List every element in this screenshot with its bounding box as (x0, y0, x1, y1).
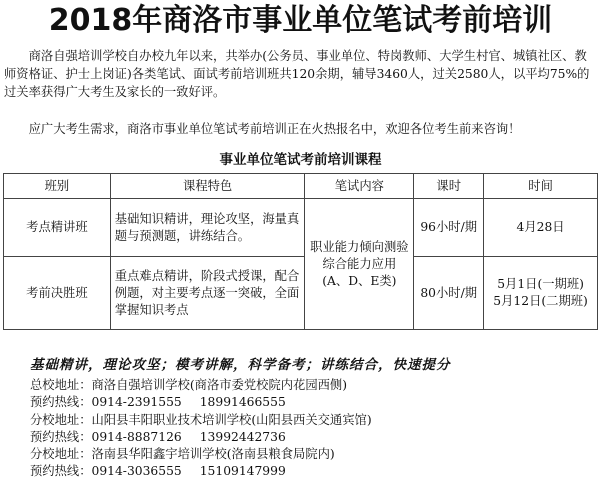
hotline-phone: 0914-3036555 (91, 464, 182, 479)
slogan: 基础精讲，理论攻坚；模考讲解，科学备考；讲练结合，快速提分 (30, 357, 451, 373)
contact-address: 分校地址：山阳县丰阳职业技术培训学校(山阳县西关交通宾馆) (30, 412, 372, 427)
hotline-mobile: 15109147999 (199, 464, 286, 479)
hotline-mobile: 18991466555 (199, 395, 286, 410)
header-class: 班别 (4, 174, 111, 199)
class-time-line: 4月28日 (516, 220, 565, 234)
class-time (484, 257, 598, 330)
hotline-phone: 0914-2391555 (91, 395, 182, 410)
intro-paragraph: 商洛自强培训学校自办校九年以来，共举办(公务员、事业单位、特岗教师、大学生村官、城镇社区、教师资格证、护士上岗证)各类笔试、面试考前培训班共120余期，辅导3460人，过关2580人，以平均75%的过关率获得广大考生及家长的一致好评。 (4, 49, 590, 99)
class-time (484, 199, 598, 257)
course-feature: 重点难点精讲，阶段式授课，配合例题，对主要考点逐一突破，全面掌握知识考点 (110, 257, 305, 330)
hotline-label: 预约热线： (30, 395, 92, 410)
course-table (3, 173, 598, 330)
table-row (4, 199, 598, 257)
page-title: 2018年商洛市事业单位笔试考前培训 (48, 3, 553, 38)
hotline-label: 预约热线： (30, 429, 92, 444)
hotline-label: 预约热线： (30, 464, 92, 479)
header-exam-content: 笔试内容 (305, 174, 414, 199)
contact-hotline (30, 394, 372, 411)
hotline-mobile: 13992442736 (199, 429, 286, 444)
exam-content-line: 职业能力倾向测验 (310, 239, 409, 254)
header-feature: 课程特色 (110, 174, 305, 199)
contact-hotline (30, 463, 372, 480)
class-hours: 96小时/期 (414, 199, 484, 257)
class-time-line: 5月1日(一期班) (497, 277, 584, 291)
contact-address: 分校地址：洛南县华阳鑫宇培训学校(洛南县粮食局院内) (30, 447, 335, 462)
exam-content-line: 综合能力应用 (322, 256, 397, 271)
exam-content (305, 199, 414, 330)
intro-paragraph-2: 应广大考生需求，商洛市事业单位笔试考前培训正在火热报名中，欢迎各位考生前来咨询！ (28, 122, 521, 136)
class-name: 考前决胜班 (4, 257, 111, 330)
course-table-title: 事业单位笔试考前培训课程 (219, 152, 382, 168)
exam-content-line: (A、D、E类) (322, 273, 397, 288)
hotline-phone: 0914-8887126 (91, 429, 182, 444)
table-row (4, 257, 598, 330)
class-name: 考点精讲班 (4, 199, 111, 257)
class-time-line: 5月12日(二期班) (493, 294, 588, 308)
contact-hotline (30, 429, 372, 446)
course-feature: 基础知识精讲，理论攻坚，海量真题与预测题，讲练结合。 (110, 199, 305, 257)
table-header-row (4, 174, 598, 199)
contact-address: 总校地址：商洛自强培训学校(商洛市委党校院内花园西侧) (30, 378, 348, 392)
header-hours: 课时 (414, 174, 484, 199)
contact-list (30, 377, 372, 481)
header-time: 时间 (484, 174, 598, 199)
class-hours: 80小时/期 (414, 257, 484, 330)
